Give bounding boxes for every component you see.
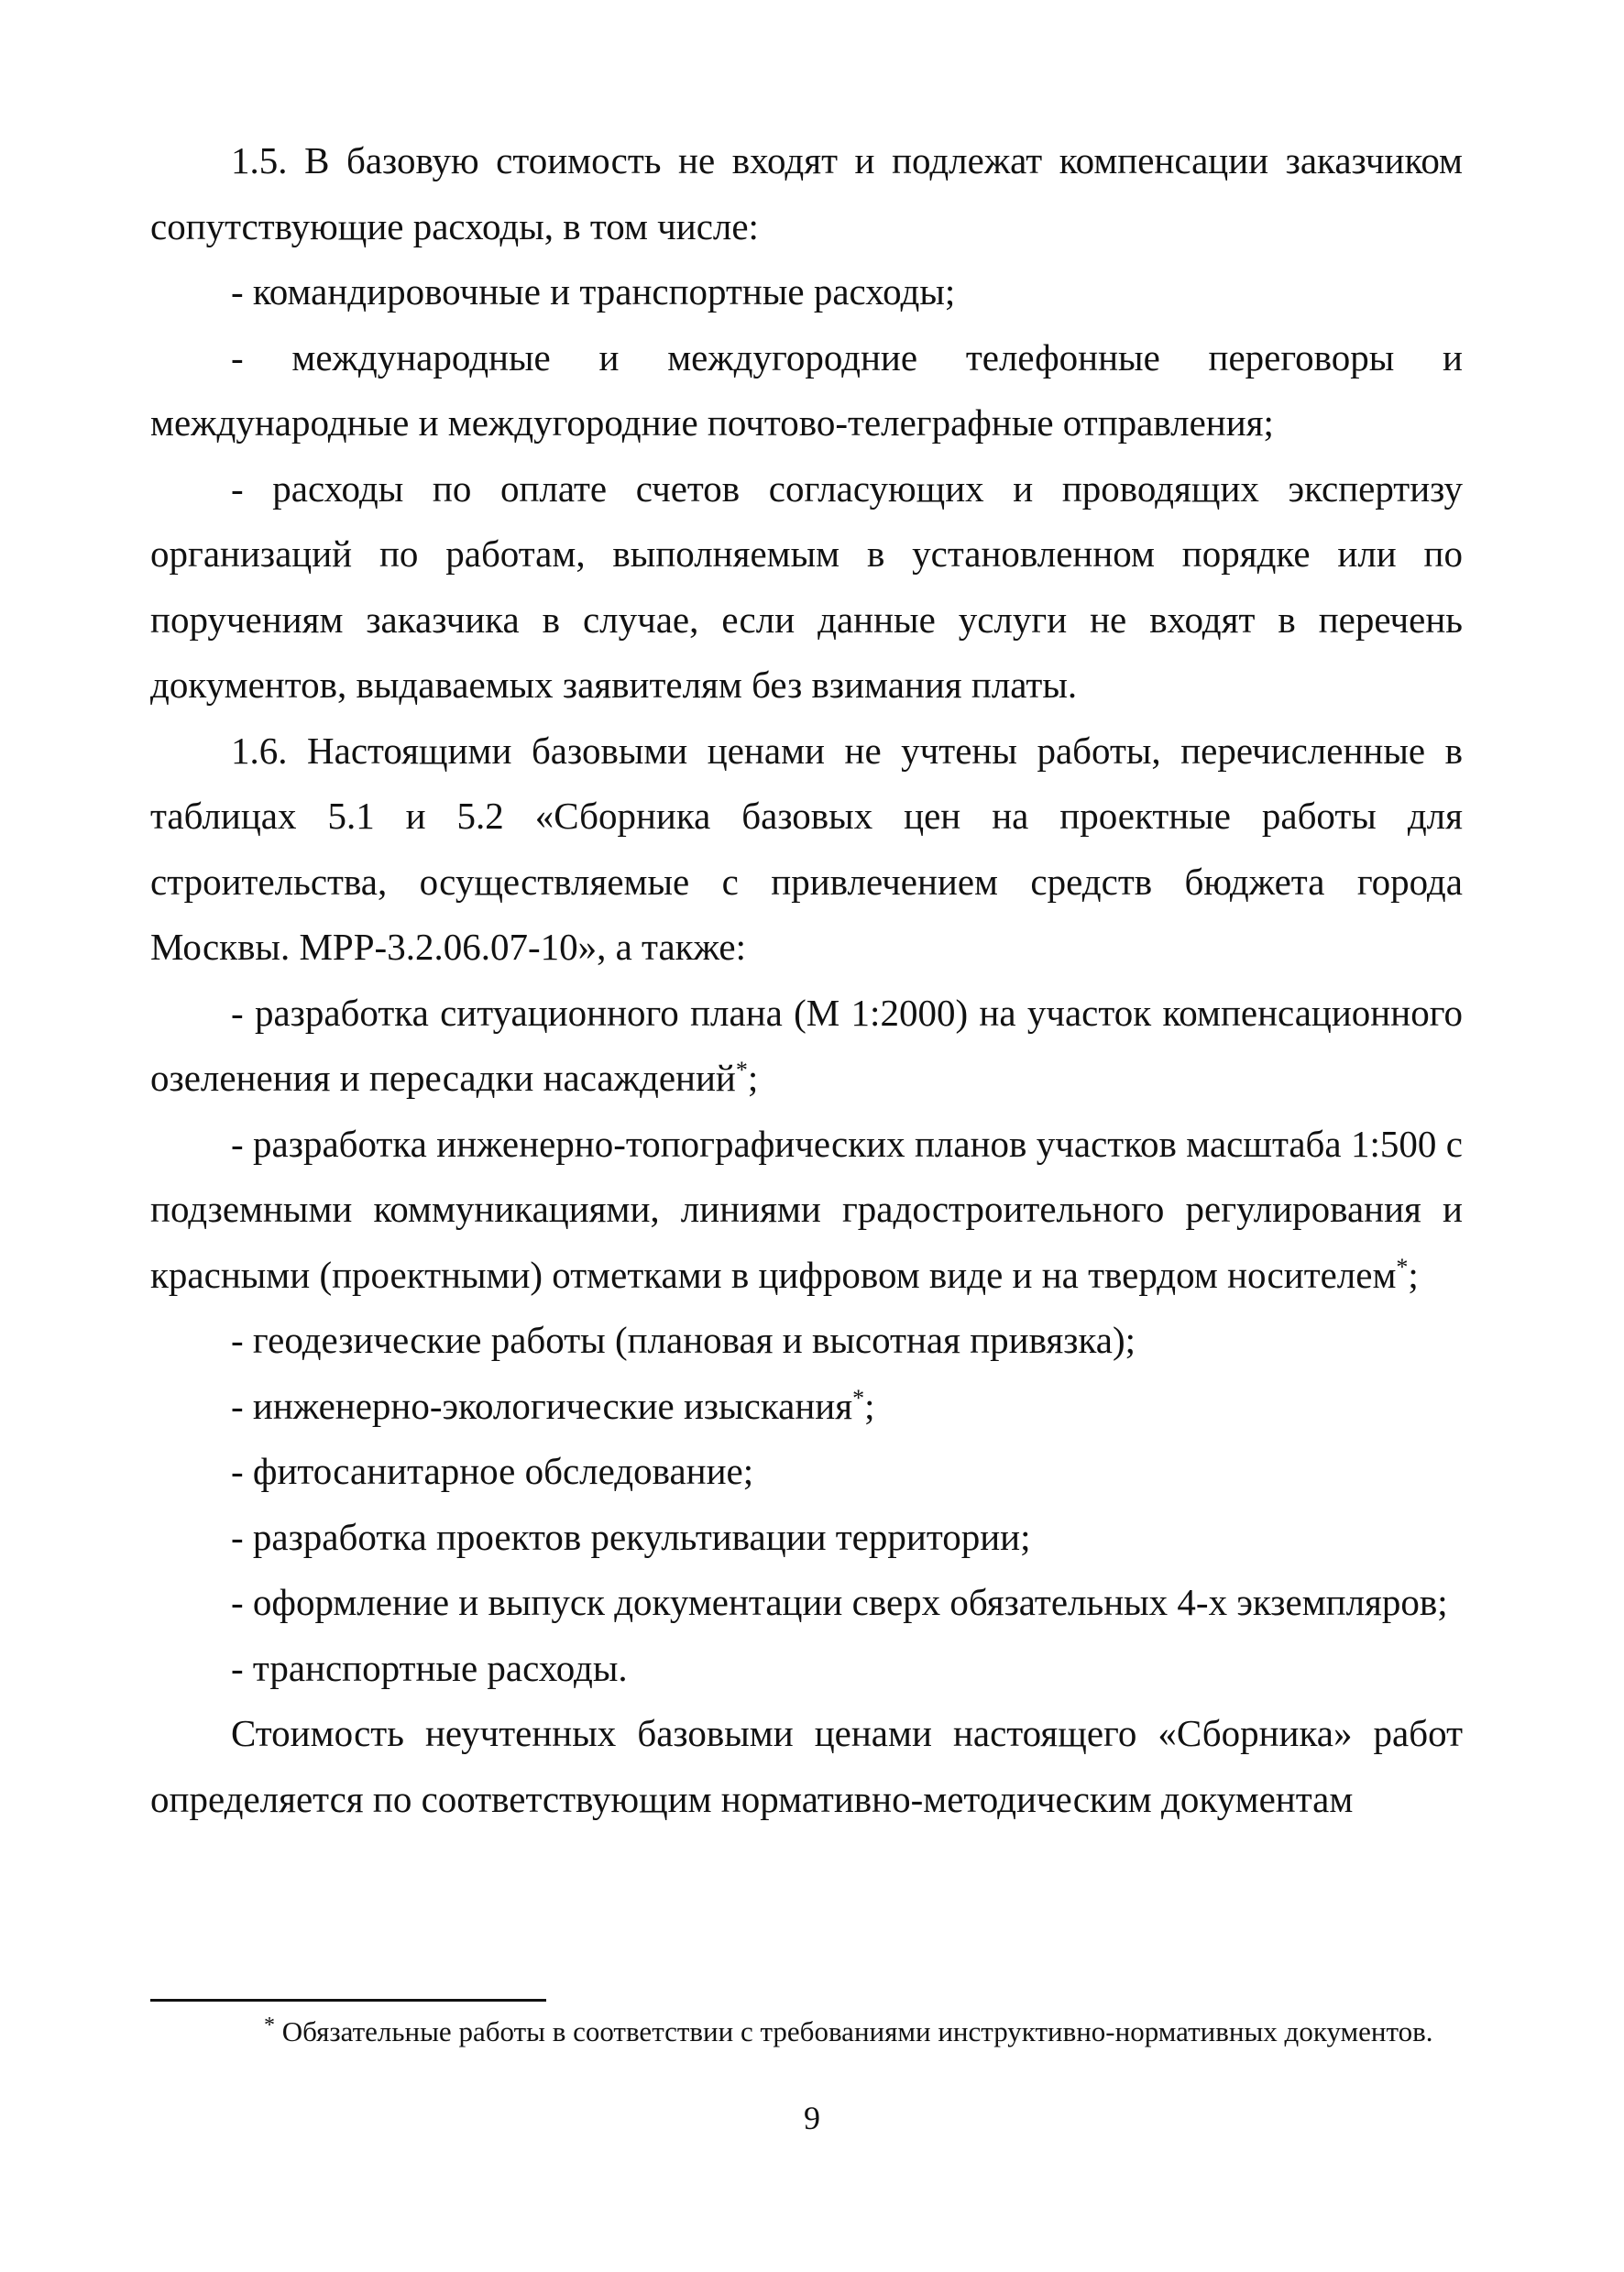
list-item: - международные и междугородние телефонные переговоры и международные и междугородние почтово-телеграфные отправления; <box>150 335 1463 444</box>
list-item: - расходы по оплате счетов согласующих и проводящих экспертизу организаций по работам, выполняемым в установленном порядке или по поручениям заказчика в случае, если данные услуги не входят в перечень документов, выдаваемых заявителям без взимания платы. <box>150 466 1463 706</box>
footnote-ref: * <box>852 1384 865 1411</box>
list-item: - геодезические работы (плановая и высотная привязка); <box>231 1319 1136 1361</box>
list-item-text: - инженерно-экологические изыскания <box>231 1384 853 1427</box>
list-item: - транспортные расходы. <box>231 1646 628 1689</box>
page-number: 9 <box>804 2100 820 2136</box>
list-item <box>150 981 1463 1112</box>
footnote-text: Обязательные работы в соответствии с требованиями инструктивно-нормативных документов. <box>275 2015 1433 2047</box>
footnote <box>150 2013 1463 2051</box>
footnote-ref: * <box>735 1057 748 1083</box>
list-item-text: - разработка инженерно-топографических планов участков масштаба 1:500 с подземными коммуникациями, линиями градостроительного регулирования и красными (проектными) отметками в цифровом виде и на твердом носителем <box>150 1122 1463 1296</box>
closing-paragraph: Стоимость неучтенных базовыми ценами настоящего «Сборника» работ определяется по соответствующим нормативно-методическим документам <box>150 1712 1463 1820</box>
list-item <box>150 1374 1463 1440</box>
list-item: - разработка проектов рекультивации территории; <box>231 1515 1031 1558</box>
list-item <box>150 1112 1463 1309</box>
footnote-divider <box>150 1999 546 2002</box>
list-item: - оформление и выпуск документации сверх обязательных 4-х экземпляров; <box>231 1581 1448 1623</box>
punctuation: ; <box>747 1057 759 1099</box>
footnote-ref: * <box>1396 1253 1409 1280</box>
footnote-marker: * <box>264 2014 275 2037</box>
list-item: - фитосанитарное обследование; <box>231 1450 754 1492</box>
body-text <box>150 128 1463 1832</box>
list-item: - командировочные и транспортные расходы; <box>231 270 956 313</box>
list-item-text: - разработка ситуационного плана (М 1:2000) на участок компенсационного озеленения и пересадки насаждений <box>150 991 1463 1099</box>
paragraph-1-6: 1.6. Настоящими базовыми ценами не учтены работы, перечисленные в таблицах 5.1 и 5.2 «Сборника базовых цен на проектные работы для строительства, осуществляемые с привлечением средств бюджета города Москвы. МРР-3.2.06.07-10», а также: <box>150 729 1463 968</box>
paragraph-1-5: 1.5. В базовую стоимость не входят и подлежат компенсации заказчиком сопутствующие расходы, в том числе: <box>150 139 1463 247</box>
punctuation: ; <box>1408 1253 1419 1296</box>
punctuation: ; <box>864 1384 875 1427</box>
